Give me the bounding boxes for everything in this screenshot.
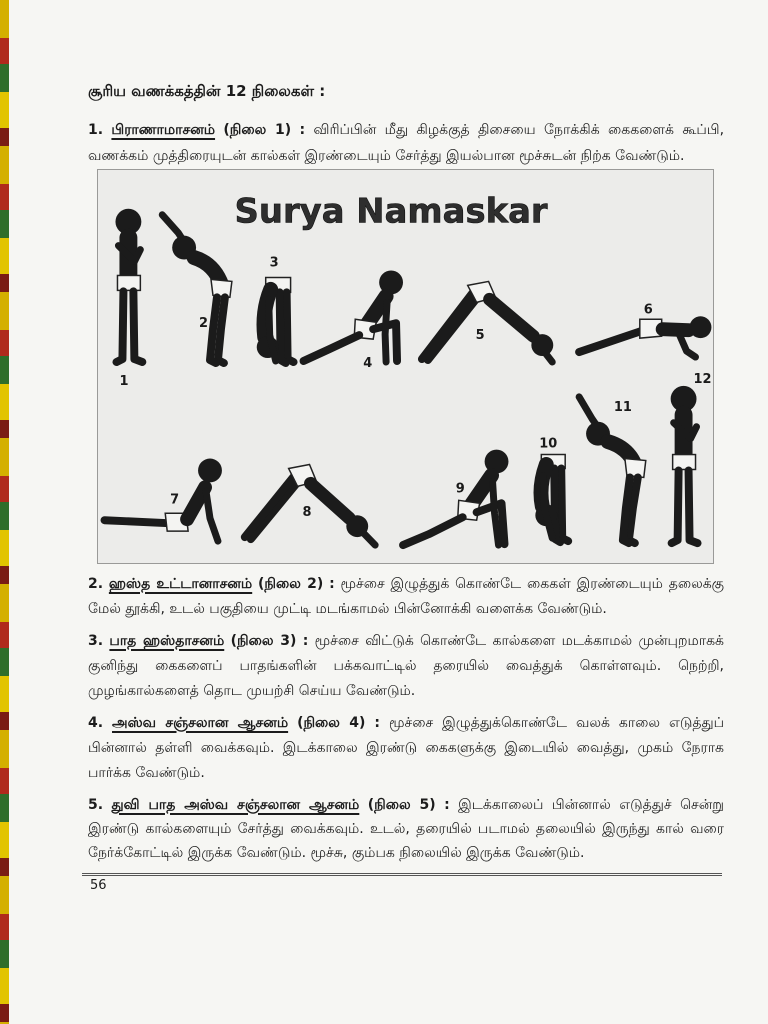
surya-namaskar-figure	[97, 169, 714, 564]
pose-9	[403, 450, 508, 546]
pose-2	[162, 215, 232, 363]
asana-name: அஸ்வ சஞ்சலான ஆசனம்	[112, 715, 289, 731]
separator: :	[302, 633, 309, 649]
section-number: 3.	[88, 633, 104, 649]
section-text: மூச்சை இழுத்துக் கொண்டே கைகள் இரண்டையும் தலைக்கு மேல் தூக்கி, உடல் பகுதியை முட்டி மடங்காமல் பின்னோக்கி வளைக்க வேண்டும்.	[88, 576, 725, 617]
pose-label-5: 5	[475, 328, 485, 344]
stage-label: (நிலை 5)	[367, 797, 436, 813]
pose-label-6: 6	[643, 302, 653, 318]
footer-divider	[82, 873, 722, 876]
pose-6	[579, 316, 711, 357]
section-5	[88, 793, 724, 865]
section-text: மூச்சை விட்டுக் கொண்டே கால்களை மடக்காமல் முன்புறமாகக் குனிந்து கைகளைப் பாதங்களின் பக்கவாட்டில் தரையில் வைத்துக் கொள்ளவும். நெற்றி, முழங்கால்களைத் தொட முயற்சி செய்ய வேண்டும்.	[88, 633, 724, 699]
pose-label-11: 11	[613, 399, 632, 415]
pose-4	[304, 270, 403, 362]
binding-edge	[0, 0, 9, 1024]
pose-label-4: 4	[363, 355, 373, 371]
page-heading: சூரிய வணக்கத்தின் 12 நிலைகள் :	[88, 82, 326, 100]
stage-label: (நிலை 3)	[230, 633, 297, 649]
separator: :	[374, 715, 380, 731]
separator: :	[329, 576, 335, 592]
asana-name: துவி பாத அஸ்வ சஞ்சலான ஆசனம்	[111, 797, 360, 813]
page-number: 56	[90, 878, 107, 893]
section-number: 4.	[88, 715, 104, 731]
stage-label: (நிலை 4)	[297, 715, 366, 731]
page-content	[88, 0, 724, 894]
figure-title: Surya Namaskar	[234, 191, 548, 231]
stage-label: (நிலை 2)	[258, 576, 324, 592]
pose-5	[422, 281, 553, 362]
separator: :	[299, 122, 306, 138]
pose-1	[115, 209, 142, 362]
pose-label-1: 1	[119, 373, 129, 389]
asana-name: ஹஸ்த உட்டானாசனம்	[108, 576, 253, 592]
pose-10	[535, 455, 568, 543]
section-text: விரிப்பின் மீது கிழக்குத் திசையை நோக்கிக் கைகளைக் கூப்பி, வணக்கம் முத்திரையுடன் கால்கள் இரண்டையும் சேர்த்து இயல்பான மூச்சுடன் நிற்க வேண்டும்.	[88, 122, 725, 164]
section-text: மூச்சை இழுத்துக்கொண்டே வலக் காலை எடுத்துப் பின்னால் தள்ளி வைக்கவும். இடக்காலை இரண்டு கைகளுக்கு இடையில் வைத்து, முகம் நேராக பார்க்க வேண்டும்.	[88, 715, 725, 781]
section-2	[88, 572, 724, 622]
pose-label-7: 7	[170, 492, 180, 508]
pose-label-10: 10	[539, 436, 558, 452]
asana-name: பாத ஹஸ்தாசனம்	[109, 633, 225, 649]
pose-7	[105, 459, 222, 542]
section-1	[88, 117, 724, 169]
section-number: 2.	[88, 576, 104, 592]
pose-11	[579, 397, 646, 543]
section-number: 5.	[88, 797, 104, 813]
stage-label: (நிலை 1)	[223, 122, 292, 138]
section-number: 1.	[88, 122, 104, 138]
pose-label-3: 3	[269, 255, 279, 271]
section-text: இடக்காலைப் பின்னால் எடுத்துச் சென்று இரண்டு கால்களையும் சேர்த்து வைக்கவும். உடல், தரையில் படாமல் தலையில் இருந்து கால் வரை நேர்க்கோட்டில் இருக்க வேண்டும். மூச்சு, கும்பக நிலையில் இருக்க வேண்டும்.	[88, 797, 725, 861]
pose-label-12: 12	[693, 371, 712, 387]
section-3	[88, 629, 724, 704]
pose-3	[257, 277, 294, 363]
pose-label-9: 9	[455, 481, 465, 497]
asana-name: பிராணாமாசனம்	[111, 122, 216, 138]
pose-label-2: 2	[199, 316, 209, 332]
section-4	[88, 711, 724, 786]
pose-label-8: 8	[302, 505, 312, 521]
poses-illustration	[98, 170, 713, 563]
pose-12	[671, 386, 698, 543]
separator: :	[444, 797, 450, 813]
